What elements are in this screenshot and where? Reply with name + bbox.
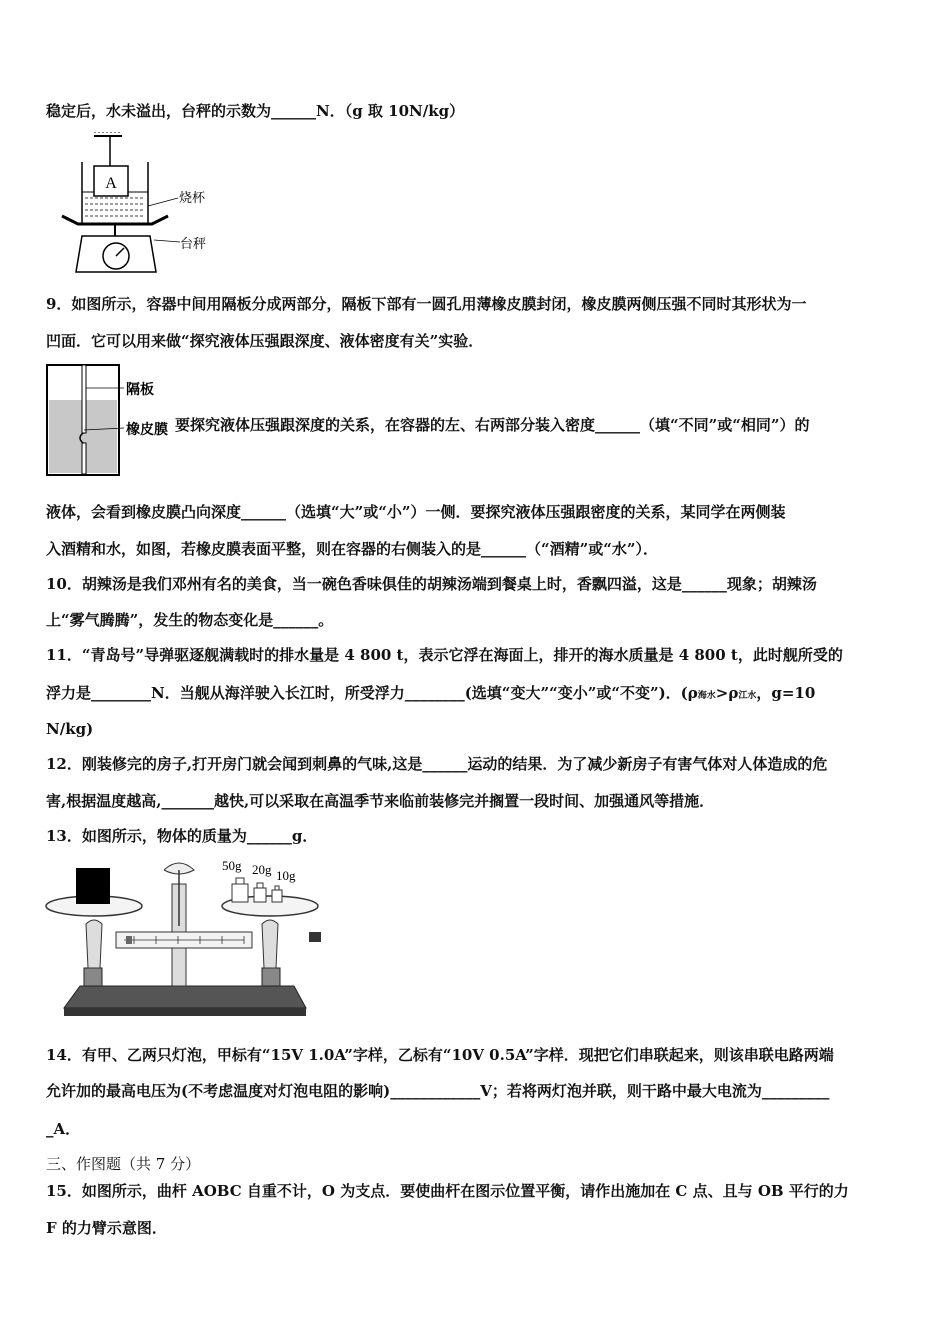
weight-label-20g: 20g: [252, 862, 272, 877]
balance-figure: [44, 856, 334, 1020]
q11-line3: N/kg): [46, 720, 94, 738]
q11-sub-seawater: 海水: [697, 691, 716, 701]
q11-sub-riverwater: 江水: [738, 691, 757, 701]
q9-line5: 入酒精和水，如图，若橡皮膜表面平整，则在容器的右侧装入的是______（“酒精”或“水”）．: [46, 540, 659, 558]
q14-line2: 允许加的最高电压为(不考虑温度对灯泡电阻的影响)____________V；若将两灯泡并联，则干路中最大电流为_________: [46, 1082, 830, 1100]
q9-line4: 液体，会看到橡皮膜凸向深度______（选填“大”或“小”）一侧．要探究液体压强跟密度的关系，某同学在两侧装: [46, 503, 786, 521]
q8-line1: 稳定后，水未溢出，台秤的示数为______N．（g 取 10N/kg）: [46, 102, 465, 120]
q11-line2-a: 浮力是________N．当舰从海洋驶入长江时，所受浮力________(选填“变大”“变小”或“不变”)．(ρ: [46, 684, 698, 702]
q11-line2: [46, 683, 815, 706]
beaker-label: 烧杯: [179, 191, 206, 206]
beaker-scale-figure: [58, 132, 228, 277]
container-figure: [46, 364, 176, 478]
membrane-label: 橡皮膜: [126, 422, 168, 438]
q15-line1: 15．如图所示，曲杆 AOBC 自重不计，O 为支点．要使曲杆在图示位置平衡，请作出施加在 C 点、且与 OB 平行的力: [46, 1182, 849, 1200]
weight-label-10g: 10g: [276, 868, 296, 883]
block-label: A: [105, 175, 117, 192]
q14-line1: 14．有甲、乙两只灯泡，甲标有“15V 1.0A”字样，乙标有“10V 0.5A”字样．现把它们串联起来，则该串联电路两端: [46, 1046, 834, 1064]
q10-line2: 上“雾气腾腾”，发生的物态变化是______。: [46, 611, 334, 629]
q9-line1: 9．如图所示，容器中间用隔板分成两部分，隔板下部有一圆孔用薄橡皮膜封闭，橡皮膜两侧压强不同时其形状为一: [46, 295, 807, 313]
q14-line3: _A．: [46, 1120, 81, 1138]
section3-title: 三、作图题（共 7 分）: [46, 1155, 201, 1173]
q9-line3: 要探究液体压强跟深度的关系，在容器的左、右两部分装入密度______（填“不同”或“相同”）的: [175, 416, 810, 434]
weight-label-50g: 50g: [222, 858, 242, 873]
q13-line1: 13．如图所示，物体的质量为______g．: [46, 827, 318, 845]
q12-line1: 12．刚装修完的房子,打开房门就会闻到刺鼻的气味,这是______运动的结果．为了减少新房子有害气体对人体造成的危: [46, 755, 828, 773]
q12-line2: 害,根据温度越高,_______越快,可以采取在高温季节来临前装修完并搁置一段时间、加强通风等措施．: [46, 792, 715, 810]
q15-line2: F 的力臂示意图．: [46, 1219, 167, 1237]
scale-label: 台秤: [180, 237, 207, 252]
q10-line1: 10．胡辣汤是我们邓州有名的美食，当一碗色香味俱佳的胡辣汤端到餐桌上时，香飘四溢，这是______现象；胡辣汤: [46, 575, 817, 593]
q9-line2: 凹面．它可以用来做“探究液体压强跟深度、液体密度有关”实验．: [46, 332, 484, 350]
q11-line2-b: >ρ: [715, 684, 739, 702]
q11-line1: 11．“青岛号”导弹驱逐舰满载时的排水量是 4 800 t，表示它浮在海面上，排开的海水质量是 4 800 t，此时舰所受的: [46, 646, 843, 664]
q11-line2-c: ，g=10: [756, 684, 816, 702]
partition-label: 隔板: [126, 382, 154, 398]
